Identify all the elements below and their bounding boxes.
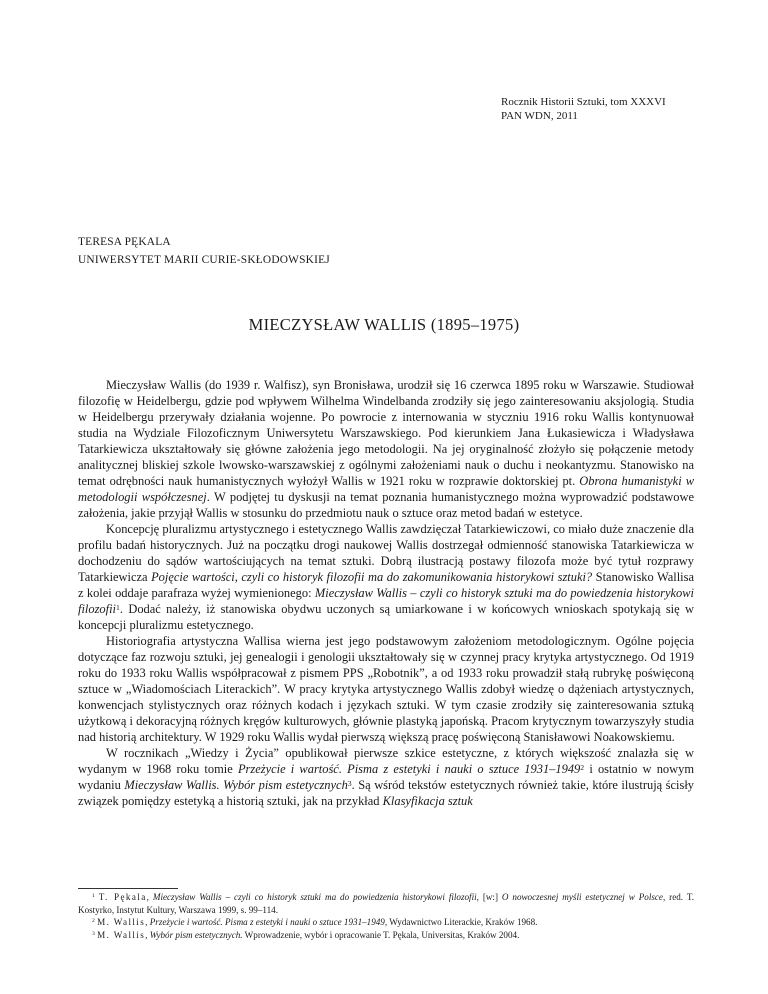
paragraph: Historiografia artystyczna Wallisa wierna jest jego podstawowym założeniom metodologicznym. Ogólne pojęcia dotyczące faz rozwoju sztuki, jej genealogii i genologii ukształtowały się w czynnej pracy krytyka artystycznego. Od 1919 roku do 1933 roku Wallis współpracował z pismem PPS „Robotnik”, a od 1933 roku prowadził stałą rubrykę poświęconą sztuce w „Wiadomościach Literackich”. W pracy krytyka artystycznego Wallis zdobył wiedzę o dążeniach artystycznych, konwencjach stylistycznych oraz różnych kodach i językach sztuki. W tym czasie zrodziły się zainteresowania sztuką użytkową i dekoracyjną różnych kręgów kulturowych, głównie plastyką japońską. Pracom krytycznym towarzyszyły studia nad historią architektury. W 1929 roku Wallis wydał pierwszą większą pracę poświęconą Stanisławowi Noakowskiemu. (78, 634, 694, 744)
publisher-line: PAN WDN, 2011 (501, 110, 578, 122)
journal-citation: Rocznik Historii Sztuki, tom XXXVI (501, 96, 666, 108)
paragraph: W rocznikach „Wiedzy i Życia” opublikował pierwsze szkice estetyczne, z których większość znalazła się w wydanym w 1968 roku tomie Przeżycie i wartość. Pisma z estetyki i nauki o sztuce 1931–1949$^2$ i ostatnio w nowym wydaniu Mieczysław Wallis. Wybór pism estetycznych$^3$. Są wśród tekstów estetycznych również takie, które ilustrują ścisły związek pomiędzy estetyką a historią sztuki, jak na przykład Klasyfikacja sztuk (78, 746, 695, 808)
journal-header (501, 95, 666, 123)
footnotes (78, 891, 694, 941)
article-body (78, 377, 694, 809)
author-block (78, 233, 330, 269)
article-title: MIECZYSŁAW WALLIS (1895–1975) (248, 315, 520, 334)
footnote: $^3$ M. Wallis, Wybór pism estetycznych. Wprowadzenie, wybór i opracowanie T. Pękala, Universitas, Kraków 2004. (92, 929, 520, 940)
footnote: $^1$ T. Pękala, Mieczysław Wallis – czyli co historyk sztuki ma do powiedzenia historykowi filozofii, [w:] O nowoczesnej myśli estetycznej w Polsce, red. T. Kostyrko, Instytut Kultury, Warszawa 1999, s. 99–114. (78, 892, 694, 915)
footnote-ref: 1 (116, 602, 120, 612)
paragraph: Mieczysław Wallis (do 1939 r. Walfisz), syn Bronisława, urodził się 16 czerwca 1895 roku w Warszawie. Studiował filozofię w Heidelbergu, gdzie pod wpływem Wilhelma Windelbanda zrodziły się jego zainteresowaniu aksjologią. Studia w Heidelbergu przerywały działania wojenne. Po powrocie z internowania w styczniu 1916 roku Wallis kontynuował studia na Wydziale Filozoficznym Uniwersytetu Warszawskiego. Pod kierunkiem Jana Łukasiewicza i Władysława Tatarkiewicza ukształtowały się główne założenia jego metodologii. Na jej oryginalność złożyło się połączenie metody analitycznej bliskiej szkole lwowsko-warszawskiej z ogólnymi założeniami nauk o duchu i neokantyzmu. Stanowisko na temat odrębności nauk humanistycznych wyłożył Wallis w 1921 roku w rozprawie doktorskiej pt. Obrona humanistyki w metodologii współczesnej. W podjętej tu dyskusji na temat poznania humanistycznego można wyprowadzić podstawowe założenia, jakie przyjął Wallis w stosunku do przedmiotu nauk o sztuce oraz metod badań w estetyce. (78, 378, 694, 520)
footnote-ref: 3 (347, 778, 352, 788)
footnote-separator (78, 888, 178, 889)
paragraph: Koncepcję pluralizmu artystycznego i estetycznego Wallis zawdzięczał Tatarkiewiczowi, co miało duże znaczenie dla profilu badań historycznych. Już na początku drogi naukowej Wallis dostrzegał odmienność stanowiska Tatarkiewicza w dochodzeniu do sądów wartościujących na temat sztuki. Dobrą ilustracją postawy filozofa może być tytuł rozprawy Tatarkiewicza Pojęcie wartości, czyli co historyk filozofii ma do zakomunikowania historykowi sztuki? Stanowisko Wallisa z kolei oddaje parafraza wyżej wymienionego: Mieczysław Wallis – czyli co historyk sztuki ma do powiedzenia historykowi filozofii$^1$. Dodać należy, iż stanowiska obydwu uczonych są umiarkowane i w końcowych wnioskach spotykają się w koncepcji pluralizmu estetycznego. (78, 522, 695, 632)
author-affiliation: UNIWERSYTET MARII CURIE-SKŁODOWSKIEJ (78, 254, 330, 266)
author-name: TERESA PĘKALA (78, 236, 171, 248)
footnote-ref: 2 (580, 762, 585, 772)
footnote: $^2$ M. Wallis, Przeżycie i wartość. Pisma z estetyki i nauki o sztuce 1931–1949, Wydawnictwo Literackie, Kraków 1968. (92, 917, 538, 927)
